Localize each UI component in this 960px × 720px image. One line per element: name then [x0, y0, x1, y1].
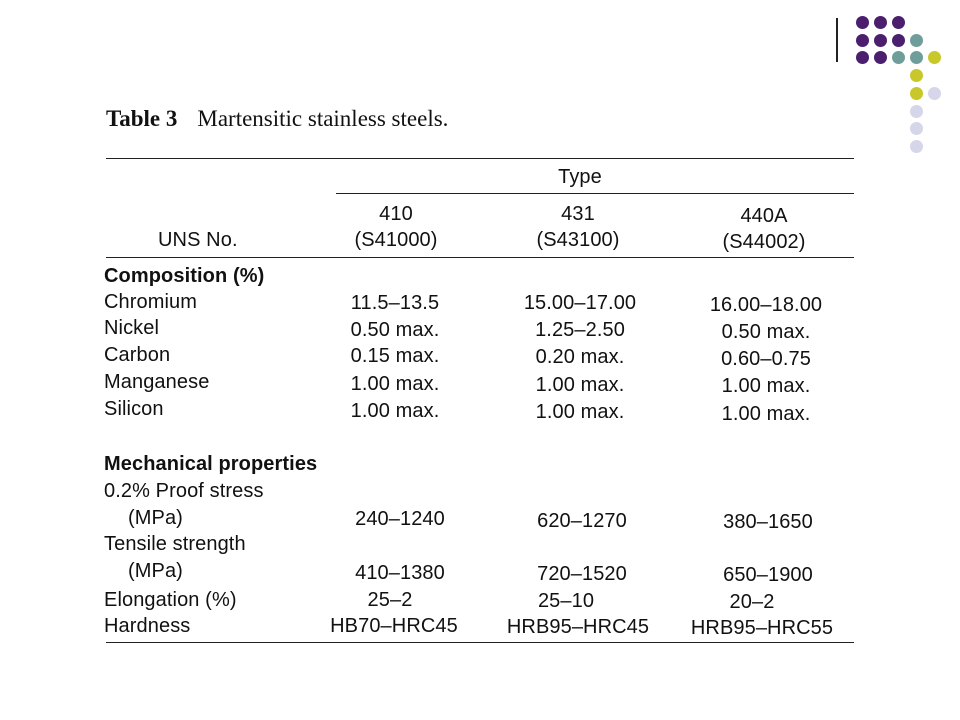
cell-tensile-431: 720–1520 [537, 563, 627, 585]
row-label-proof-stress: 0.2% Proof stress [104, 480, 264, 502]
row-label-carbon: Carbon [104, 344, 171, 366]
decorative-dot [910, 69, 923, 82]
decorative-dot [892, 51, 905, 64]
column-header-431: 431 [561, 203, 595, 225]
cell-carbon-410: 0.15 max. [350, 345, 440, 367]
decorative-dot [928, 51, 941, 64]
column-header-410: 410 [379, 203, 413, 225]
header-rule [106, 257, 854, 258]
decorative-dot [910, 105, 923, 118]
decorative-dot [856, 16, 869, 29]
decorative-dot [874, 51, 887, 64]
cell-manganese-410: 1.00 max. [350, 373, 440, 395]
decorative-dot [856, 51, 869, 64]
row-label-chromium: Chromium [104, 291, 198, 313]
type-rule [336, 193, 854, 194]
decorative-dot [910, 34, 923, 47]
table-number: Table 3 [106, 106, 178, 131]
cell-proof-440a: 380–1650 [723, 511, 813, 533]
cell-chromium-410: 11.5–13.5 [350, 292, 440, 314]
cell-manganese-440a: 1.00 max. [721, 375, 811, 397]
column-header-440a: 440A [740, 205, 788, 227]
composition-heading: Composition (%) [104, 265, 265, 287]
uns-header: UNS No. [158, 229, 238, 251]
cell-hardness-410: HB70–HRC45 [330, 615, 458, 637]
row-label-silicon: Silicon [104, 398, 164, 420]
column-uns-410: (S41000) [354, 229, 438, 251]
decorative-dot [910, 140, 923, 153]
decorative-dot [874, 34, 887, 47]
cell-proof-410: 240–1240 [355, 508, 445, 530]
cell-elongation-410: 25–2 [367, 589, 413, 611]
row-label-manganese: Manganese [104, 371, 210, 393]
cell-chromium-440a: 16.00–18.00 [709, 294, 823, 316]
cell-elongation-440a: 20–2 [729, 591, 775, 613]
column-uns-440a: (S44002) [722, 231, 806, 253]
cell-tensile-410: 410–1380 [355, 562, 445, 584]
table-caption-text: Martensitic stainless steels. [197, 106, 449, 131]
decorative-dot [874, 16, 887, 29]
cell-silicon-431: 1.00 max. [535, 401, 625, 423]
decorative-dot [910, 51, 923, 64]
table-caption [106, 106, 448, 132]
cell-carbon-431: 0.20 max. [535, 346, 625, 368]
cell-nickel-440a: 0.50 max. [721, 321, 811, 343]
decorative-dot [892, 34, 905, 47]
cell-proof-431: 620–1270 [537, 510, 627, 532]
cell-silicon-440a: 1.00 max. [721, 403, 811, 425]
row-unit-proof-stress: (MPa) [128, 507, 183, 529]
cell-elongation-431: 25–10 [537, 590, 595, 612]
cell-manganese-431: 1.00 max. [535, 374, 625, 396]
cell-carbon-440a: 0.60–0.75 [721, 348, 811, 370]
column-uns-431: (S43100) [536, 229, 620, 251]
row-label-elongation: Elongation (%) [104, 589, 237, 611]
row-label-tensile-strength: Tensile strength [104, 533, 246, 555]
cell-silicon-410: 1.00 max. [350, 400, 440, 422]
cell-nickel-410: 0.50 max. [350, 319, 440, 341]
decoration-divider [836, 18, 838, 62]
bottom-rule [106, 642, 854, 643]
top-rule [106, 158, 854, 159]
row-label-nickel: Nickel [104, 317, 160, 339]
decorative-dot [910, 122, 923, 135]
decorative-dot [910, 87, 923, 100]
cell-nickel-431: 1.25–2.50 [535, 319, 625, 341]
row-unit-tensile-strength: (MPa) [128, 560, 183, 582]
type-group-header: Type [558, 166, 602, 188]
cell-chromium-431: 15.00–17.00 [523, 292, 637, 314]
cell-tensile-440a: 650–1900 [723, 564, 813, 586]
cell-hardness-431: HRB95–HRC45 [506, 616, 650, 638]
mechanical-heading: Mechanical properties [104, 453, 318, 475]
row-label-hardness: Hardness [104, 615, 191, 637]
decorative-dot [892, 16, 905, 29]
cell-hardness-440a: HRB95–HRC55 [690, 617, 834, 639]
decorative-dot [856, 34, 869, 47]
decorative-dot [928, 87, 941, 100]
